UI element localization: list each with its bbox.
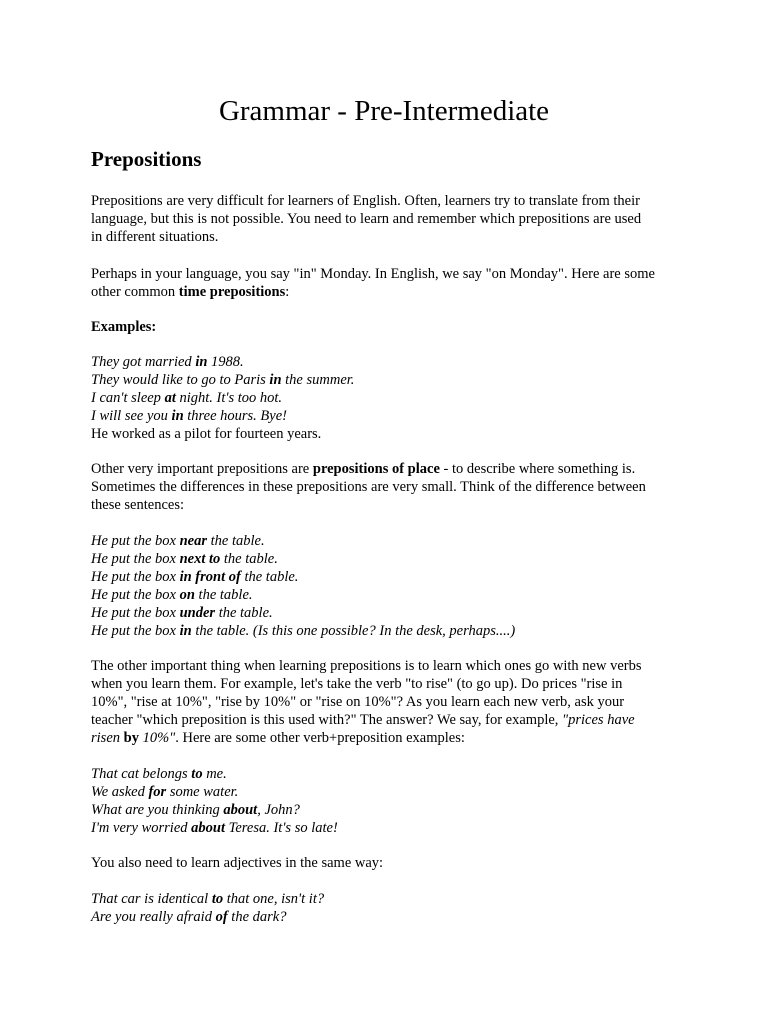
example-line (91, 550, 691, 568)
text-run: What are you thinking (91, 802, 224, 818)
bold-term: in (269, 372, 282, 388)
text-line: language, but this is not possible. You need to learn and remember which prepositions are used (91, 211, 642, 227)
text-run: - to describe where something is. (439, 461, 636, 477)
text-run: He put the box (91, 623, 180, 639)
bold-term: about (223, 802, 258, 818)
example-line (91, 353, 691, 371)
bold-term: at (164, 390, 176, 406)
text-line: in different situations. (91, 229, 219, 245)
example-line (91, 407, 691, 425)
adjectives-paragraph: You also need to learn adjectives in the same way: (91, 855, 384, 871)
intro-paragraph (91, 192, 691, 246)
text-run: some water. (166, 784, 239, 800)
example-line (91, 425, 691, 443)
text-line (91, 729, 691, 747)
text-line: these sentences: (91, 497, 185, 513)
bold-term: in (179, 623, 192, 639)
examples-label: Examples: (91, 319, 157, 335)
text-run: I can't sleep (91, 390, 165, 406)
time-examples-list (91, 353, 691, 443)
text-run: We asked (91, 784, 149, 800)
text-run: , John? (257, 802, 300, 818)
bold-term: by (123, 730, 139, 746)
text-run: the table. (215, 605, 273, 621)
text-run: the table. (Is this one possible? In the desk, perhaps....) (191, 623, 516, 639)
text-run: the table. (220, 551, 278, 567)
bold-term: about (191, 820, 225, 836)
example-line (91, 622, 691, 640)
italic-run: 10%" (138, 730, 176, 746)
example-line (91, 371, 691, 389)
example-line (91, 890, 691, 908)
text-line: 10%", "rise at 10%", "rise by 10%" or "rise on 10%"? As you learn each new verb, ask your (91, 694, 625, 710)
text-run: That car is identical (91, 891, 212, 907)
text-run: He put the box (91, 587, 180, 603)
example-line (91, 801, 691, 819)
bold-term: prepositions of place (312, 461, 440, 477)
text-line (91, 283, 691, 301)
text-line: The other important thing when learning prepositions is to learn which ones go with new verbs (91, 658, 642, 674)
text-run: He put the box (91, 569, 180, 585)
text-run: the table. (194, 587, 253, 603)
text-run: . Here are some other verb+preposition examples: (175, 730, 465, 746)
text-run: That cat belongs (91, 766, 192, 782)
bold-term: in (195, 354, 208, 370)
example-line (91, 765, 691, 783)
text-run: 1988. (207, 354, 244, 370)
text-run: the table. (207, 533, 265, 549)
text-run: Other very important prepositions are (91, 461, 313, 477)
text-run: the summer. (281, 372, 355, 388)
example-line (91, 819, 691, 837)
text-line: Perhaps in your language, you say "in" Monday. In English, we say "on Monday". Here are some (91, 266, 655, 282)
text-line: Prepositions are very difficult for learners of English. Often, learners try to translate from their (91, 193, 640, 209)
verb-examples-list (91, 765, 691, 837)
example-line (91, 586, 691, 604)
text-line: when you learn them. For example, let's take the verb "to rise" (to go up). Do prices "rise in (91, 676, 623, 692)
bold-term: on (179, 587, 195, 603)
text-run: me. (202, 766, 227, 782)
bold-term: next to (179, 551, 221, 567)
bold-term: of (215, 909, 228, 925)
text-line: Sometimes the differences in these prepositions are very small. Think of the difference between (91, 479, 646, 495)
bold-term: in front of (179, 569, 241, 585)
text-run: teacher "which preposition is this used with?" The answer? We say, for example, (91, 712, 563, 728)
verbs-paragraph (91, 657, 691, 747)
example-line (91, 568, 691, 586)
example-line (91, 908, 691, 926)
bold-term: under (179, 605, 216, 621)
italic-run: risen (91, 730, 124, 746)
text-run: Are you really afraid (91, 909, 216, 925)
bold-term: time prepositions (178, 284, 286, 300)
text-run: the dark? (227, 909, 287, 925)
text-run: They would like to go to Paris (91, 372, 270, 388)
bold-term: to (191, 766, 203, 782)
example-line (91, 532, 691, 550)
text-run: that one, isn't it? (223, 891, 325, 907)
text-run: the table. (240, 569, 299, 585)
example-line (91, 604, 691, 622)
text-run: He put the box (91, 605, 180, 621)
place-examples-list (91, 532, 691, 640)
text-run: I'm very worried (91, 820, 192, 836)
text-run: They got married (91, 354, 196, 370)
bold-term: in (171, 408, 184, 424)
text-run: He worked as a pilot for fourteen years. (91, 426, 322, 442)
text-line (91, 711, 691, 729)
section-heading: Prepositions (91, 147, 202, 171)
italic-run: "prices have (562, 712, 635, 728)
text-run: I will see you (91, 408, 172, 424)
text-run: Teresa. It's so late! (225, 820, 338, 836)
text-run: three hours. Bye! (183, 408, 287, 424)
text-run: : (285, 284, 290, 300)
example-line (91, 783, 691, 801)
time-intro-paragraph (91, 265, 691, 301)
text-line (91, 460, 691, 478)
example-line (91, 389, 691, 407)
bold-term: near (179, 533, 207, 549)
place-intro-paragraph (91, 460, 691, 514)
text-run: night. It's too hot. (175, 390, 283, 406)
text-run: He put the box (91, 551, 180, 567)
text-run: other common (91, 284, 179, 300)
text-run: He put the box (91, 533, 180, 549)
page-title: Grammar - Pre-Intermediate (218, 95, 550, 127)
bold-term: for (148, 784, 167, 800)
bold-term: to (211, 891, 224, 907)
adjective-examples-list (91, 890, 691, 926)
